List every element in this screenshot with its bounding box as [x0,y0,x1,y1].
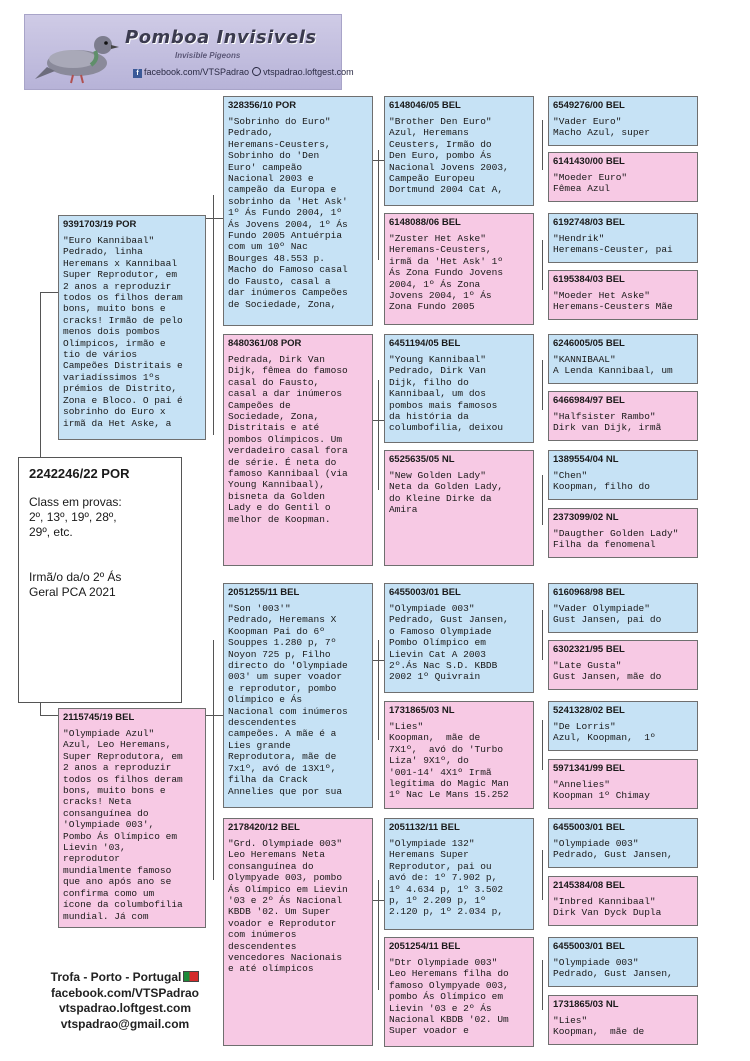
ddd-ring: 2051254/11 BEL [389,941,461,952]
gg-description-14: "Inbred Kannibaal" Dirk Van Dyck Dupla [553,896,662,919]
subject-box[interactable] [18,457,182,703]
footer-location-line [20,970,230,986]
sdd-box[interactable] [384,450,534,566]
gg-description-1: "Vader Euro" Macho Azul, super [553,116,650,139]
sire-ring: 9391703/19 POR [63,219,137,230]
gg-box-1[interactable] [548,96,698,146]
footer-contact [20,970,230,1032]
dds-ring: 2051132/11 BEL [389,822,460,833]
gg-description-12: "Annelies" Koopman 1º Chimay [553,779,650,802]
gg-ring-12: 5971341/99 BEL [553,763,625,774]
dam-sire-ring: 2051255/11 BEL [228,587,300,598]
gg-description-13: "Olympiade 003" Pedrado, Gust Jansen, [553,838,673,861]
sire-dam-ring: 8480361/08 POR [228,338,302,349]
gg-description-9: "Vader Olympiade" Gust Jansen, pai do [553,603,662,626]
sdd-description: "New Golden Lady" Neta da Golden Lady, do Kleine Dirke da Amira [389,470,504,516]
sds-description: "Young Kannibaal" Pedrado, Dirk Van Dijk, filho do Kannibaal, um dos pombos mais famosos da história da columbofilia, deixou [389,354,504,434]
gg-box-3[interactable] [548,213,698,263]
dam-dam-description: "Grd. Olympiade 003" Leo Heremans Neta consanguínea do Olympyade 003, pombo Ás Olímpico em Lievin '03 e 2º Ás Nacional KBDB '02. Um Super voador e Reprodutor com inúmeros descendentes vencedores Nacionais e até olímpicos [228,838,348,975]
sire-description: "Euro Kannibaal" Pedrado, linha Heremans x Kannibaal Super Reprodutor, em 2 anos a reproduzir todos os filhos deram bons, muito bons e cracks! Irmão de pelo menos dois pombos Olímpicos, irmão e tio de vários Campeões Distritais e variadíssimos 1ºs prémios de Distrito, Zona e Bloco. O pai é sobrinho do Euro x irmã da Het Aske, a [63,235,183,429]
ssd-ring: 6148088/06 BEL [389,217,461,228]
dsd-box[interactable] [384,701,534,809]
sire-dam-box[interactable] [223,334,373,566]
gg-box-11[interactable] [548,701,698,751]
banner-facebook[interactable]: facebook.com/VTSPadrao [144,67,250,77]
ddd-description: "Dtr Olympiade 003" Leo Heremans filha do famoso Olympyade 003, pombo Ás Olímpico em Lievin '03 e 2º Ás Nacional KBDB '02. Um Super voador e [389,957,509,1037]
gg-description-11: "De Lorris" Azul, Koopman, 1º [553,721,656,744]
sss-ring: 6148046/05 BEL [389,100,461,111]
gg-box-5[interactable] [548,334,698,384]
dam-sire-description: "Son '003'" Pedrado, Heremans X Koopman Pai do 6º Souppes 1.280 p, 7º Noyon 725 p, Filho directo do 'Olympiade 003' um super voador e reprodutor, pombo Olímpico e Ás Nacional com inúmeros descendentes campeões. A mãe é a Lies grande Reprodutora, mãe de 7x1º, avó de 13X1º, filha da Crack Annelies que por sua [228,603,348,797]
subject-sibling-note: Irmã/o da/o 2º Ás Geral PCA 2021 [29,570,122,599]
footer-facebook[interactable]: facebook.com/VTSPadrao [50,985,200,1000]
gg-description-7: "Chen" Koopman, filho do [553,470,650,493]
footer-website[interactable]: vtspadrao.loftgest.com [58,1001,192,1015]
sds-box[interactable] [384,334,534,443]
facebook-icon: f [133,69,142,78]
sire-sire-ring: 328356/10 POR [228,100,297,111]
subject-ring: 2242246/22 POR [29,466,130,481]
dam-dam-ring: 2178420/12 BEL [228,822,300,833]
sds-ring: 6451194/05 BEL [389,338,461,349]
gg-description-5: "KANNIBAAL" A Lenda Kannibaal, um [553,354,673,377]
gg-ring-1: 6549276/00 BEL [553,100,625,111]
gg-ring-16: 1731865/03 NL [553,999,619,1010]
banner-social [133,67,354,78]
gg-box-2[interactable] [548,152,698,202]
gg-box-12[interactable] [548,759,698,809]
dam-dam-box[interactable] [223,818,373,1046]
sire-box[interactable] [58,215,206,440]
pigeon-logo-icon [33,23,121,85]
dam-description: "Olympiade Azul" Azul, Leo Heremans, Super Reprodutora, em 2 anos a reproduzir todos os filhos deram bons, muito bons e cracks! Neta consanguínea do 'Olympiade 003', Pombo Ás Olímpico em Lievin '03, reprodutor mundialmente famoso que ano após ano se confirma como um ícone da columbofilia mundial. Já com [63,728,183,922]
sdd-ring: 6525635/05 NL [389,454,455,465]
gg-ring-3: 6192748/03 BEL [553,217,625,228]
gg-box-16[interactable] [548,995,698,1045]
gg-ring-14: 2145384/08 BEL [553,880,625,891]
gg-box-15[interactable] [548,937,698,987]
gg-ring-4: 6195384/03 BEL [553,274,625,285]
gg-ring-10: 6302321/95 BEL [553,644,625,655]
ddd-box[interactable] [384,937,534,1047]
banner-subtitle: Invisible Pigeons [175,51,241,60]
gg-description-16: "Lies" Koopman, mãe de [553,1015,645,1038]
dss-ring: 6455003/01 BEL [389,587,461,598]
portugal-flag-icon [183,971,199,982]
ssd-box[interactable] [384,213,534,325]
dam-box[interactable] [58,708,206,928]
gg-box-4[interactable] [548,270,698,320]
gg-ring-6: 6466984/97 BEL [553,395,625,406]
gg-box-10[interactable] [548,640,698,690]
sss-box[interactable] [384,96,534,206]
gg-ring-9: 6160968/98 BEL [553,587,625,598]
banner-title: Pomboa Invisivels [125,27,317,48]
dds-description: "Olympiade 132" Heremans Super Reprodutor, pai ou avó de: 1º 7.902 p, 1º 4.634 p, 1º 3.502 p, 1º 2.209 p, 1º 2.120 p, 1º 2.034 p, [389,838,504,918]
gg-ring-5: 6246005/05 BEL [553,338,625,349]
subject-class-values: 2º, 13º, 19º, 28º, 29º, etc. [29,510,117,539]
gg-box-6[interactable] [548,391,698,441]
sire-dam-description: Pedrada, Dirk Van Dijk, fêmea do famoso casal do Fausto, casal a dar inúmeros Campeões de Sociedade, Zona, Distritais e até pombos Olímpicos. Um verdadeiro casal fora de série. É neta do famoso Kannibaal (via Young Kannibaal), bisneta da Golden Lady e do Gentil o melhor de Koopman. [228,354,348,525]
banner-website[interactable]: vtspadrao.loftgest.com [263,67,354,77]
gg-description-4: "Moeder Het Aske" Heremans-Ceusters Mãe [553,290,673,313]
gg-description-15: "Olympiade 003" Pedrado, Gust Jansen, [553,957,673,980]
gg-ring-15: 6455003/01 BEL [553,941,625,952]
gg-box-7[interactable] [548,450,698,500]
dsd-ring: 1731865/03 NL [389,705,455,716]
gg-box-14[interactable] [548,876,698,926]
gg-ring-7: 1389554/04 NL [553,454,619,465]
dss-description: "Olympiade 003" Pedrado, Gust Jansen, o Famoso Olympiade Pombo Olímpico em Lievin Cat A 2003 2º.Ás Nac S.D. KBDB 2002 1º Quivrain [389,603,509,683]
dds-box[interactable] [384,818,534,930]
gg-description-8: "Daugther Golden Lady" Filha da fenomenal [553,528,679,551]
footer-location: Trofa - Porto - Portugal [50,970,182,984]
sire-sire-description: "Sobrinho do Euro" Pedrado, Heremans-Ceusters, Sobrinho do 'Den Euro' campeão Nacional 2003 e campeão da Europa e sobrinho da 'Het Ask' 1º Ás Fundo 2004, 1º Ás Jovens 2004, 1º Ás Fundo 2005 Antuérpia com um 10º Nac Bourges 48.553 p. Macho do Famoso casal do Fausto, casal a dar inúmeros Campeões de Sociedade, Zona, [228,116,348,310]
gg-ring-11: 5241328/02 BEL [553,705,625,716]
gg-description-6: "Halfsister Rambo" Dirk van Dijk, irmã [553,411,662,434]
gg-ring-13: 6455003/01 BEL [553,822,625,833]
dss-box[interactable] [384,583,534,693]
gg-ring-8: 2373099/02 NL [553,512,619,523]
dam-ring: 2115745/19 BEL [63,712,135,723]
globe-icon [252,67,261,76]
sire-sire-box[interactable] [223,96,373,326]
gg-box-13[interactable] [548,818,698,868]
gg-box-8[interactable] [548,508,698,558]
ssd-description: "Zuster Het Aske" Heremans-Ceusters, irmã da 'Het Ask' 1º Ás Zona Fundo Jovens 2004, 1º Ás Zona Jovens 2004, 1º Ás Zona Fundo 2005 [389,233,504,313]
dsd-description: "Lies" Koopman, mãe de 7X1º, avó do 'Turbo Liza' 9X1º, do '001-14' 4X1º Irmã legítima do Magic Man 1º Nac Le Mans 15.252 [389,721,509,801]
gg-box-9[interactable] [548,583,698,633]
header-banner [24,14,354,90]
dam-sire-box[interactable] [223,583,373,808]
gg-ring-2: 6141430/00 BEL [553,156,625,167]
gg-description-2: "Moeder Euro" Fêmea Azul [553,172,628,195]
gg-description-10: "Late Gusta" Gust Jansen, mãe do [553,660,662,683]
subject-class-label: Class em provas: [29,495,122,509]
sss-description: "Brother Den Euro" Azul, Heremans Ceusters, Irmão do Den Euro, pombo Ás Nacional Jovens 2003, Campeão Europeu Dortmund 2004 Cat A, [389,116,509,196]
gg-description-3: "Hendrik" Heremans-Ceuster, pai [553,233,673,256]
footer-email[interactable]: vtspadrao@gmail.com [60,1016,190,1031]
